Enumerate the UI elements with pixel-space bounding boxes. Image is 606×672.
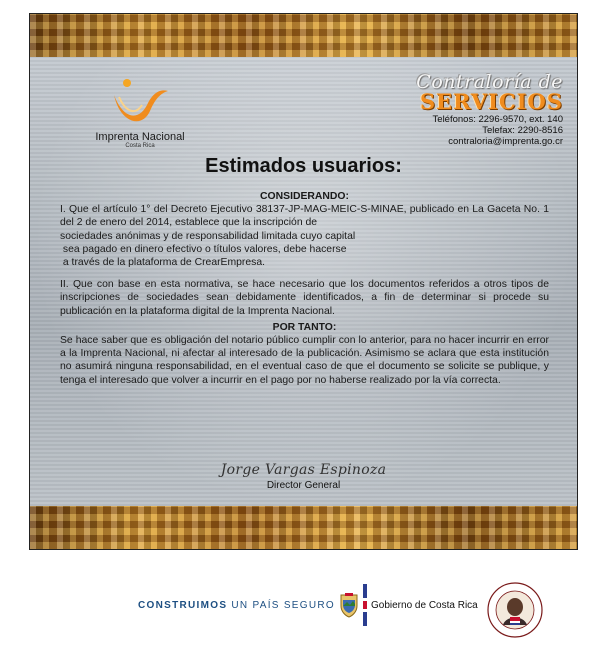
considerando-para-1: I. Que el artículo 1° del Decreto Ejecutivo 38137-JP-MAG-MEIC-S-MINAE, publicado en La Gaceta No. 1 del 2 de enero del 2014, establece que la inscripción de: [60, 204, 549, 229]
contact-fax: Telefax: 2290-8516: [482, 125, 563, 136]
imprenta-logo-icon: [110, 77, 170, 127]
contact-email[interactable]: contraloria@imprenta.go.cr: [448, 136, 563, 147]
considerando-heading: CONSIDERANDO:: [260, 191, 349, 202]
signature-title: Director General: [266, 480, 341, 491]
contact-phones: Teléfonos: 2296-9570, ext. 140: [432, 114, 563, 125]
slogan-bold: CONSTRUIMOS: [138, 600, 228, 611]
contraloria-title: Contraloría de: [416, 71, 563, 93]
flag-divider: [363, 584, 367, 626]
considerando-para-2: II. Que con base en esta normativa, se hace necesario que los documentos referidos a otros tipos de inscripciones de sociedades sean debidamente identificados, a fin de determinar si procede su publicación en la plataforma digital de la Imprenta Nacional.: [60, 279, 549, 317]
signature-name: Jorge Vargas Espinoza: [220, 462, 387, 478]
paragraph-spacer: [60, 269, 549, 278]
imprenta-nacional-logo: [80, 77, 200, 149]
considerando-para-1-line-3: sociedades anónimas y de responsabilidad limitada cuyo capital: [60, 230, 356, 242]
decorative-top-band: [30, 14, 577, 57]
brand-subtitle: Costa Rica: [125, 143, 155, 149]
footer: [0, 578, 606, 638]
notice-panel: [30, 57, 577, 508]
considerando-para-1-line-4: sea pagado en dinero efectivo o títulos valores, debe hacerse: [60, 243, 347, 255]
government-label: Gobierno de Costa Rica: [371, 600, 478, 611]
coat-of-arms-icon: [339, 592, 359, 618]
notice-card: [29, 13, 578, 550]
slogan-rest: UN PAÍS SEGURO: [227, 600, 335, 611]
decorative-bottom-band: [30, 506, 577, 549]
notice-body: [60, 190, 549, 387]
portanto-text: Se hace saber que es obligación del notario público cumplir con lo anterior, para no hacer incurrir en error a la Imprenta Nacional, ni afectar al interesado de la publicación. Asimismo se aclara que esta institución no asumirá ninguna responsabilidad, en el eventual caso de que el documento se solicite se publique, y tenga el interesado que volver a incurrir en el pago por no haberse realizado por la vía correcta.: [60, 335, 549, 386]
brand-name: Imprenta Nacional: [95, 131, 185, 143]
signature-block: [30, 462, 577, 491]
page-title: Estimados usuarios:: [205, 155, 402, 177]
contraloria-subtitle: SERVICIOS: [420, 89, 563, 114]
portanto-heading: POR TANTO:: [272, 321, 337, 333]
contraloria-block: [416, 71, 563, 147]
bicentennial-seal-icon: [486, 581, 544, 639]
slogan: [138, 600, 335, 611]
considerando-para-1-line-5: a través de la plataforma de CrearEmpresa.: [60, 257, 266, 269]
